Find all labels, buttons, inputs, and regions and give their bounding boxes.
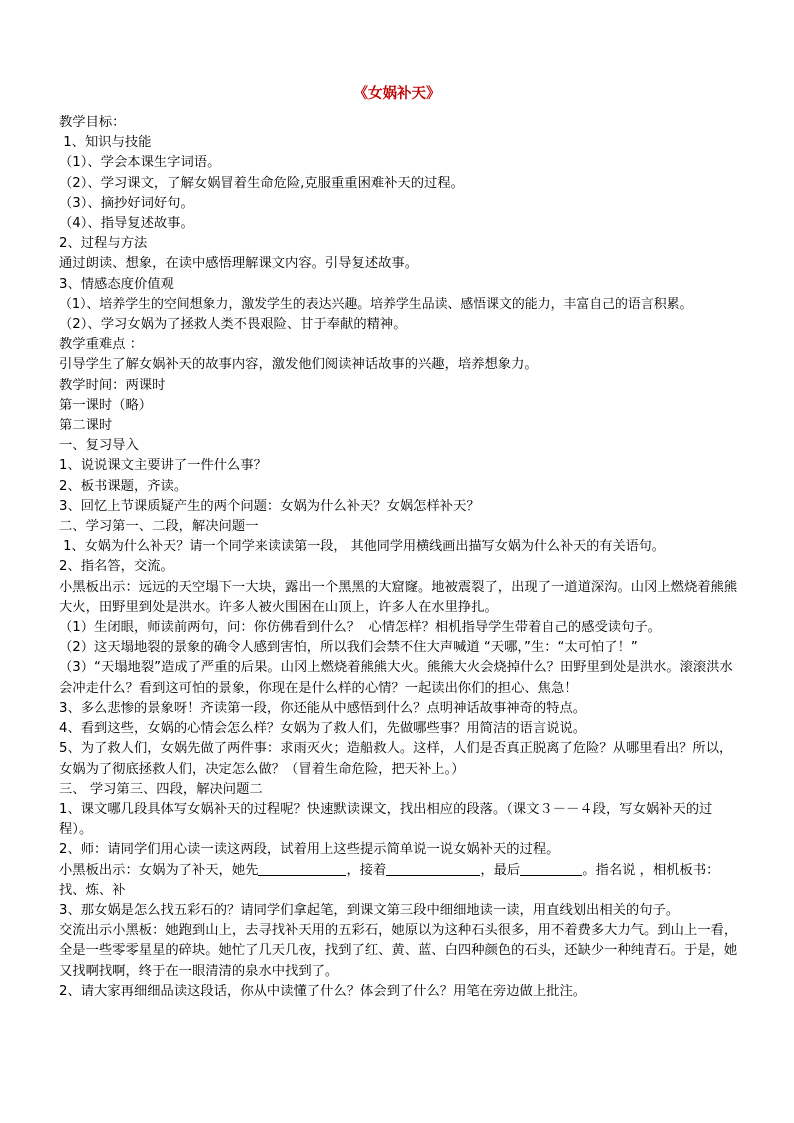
fill-in-prompt: 。指名说 ，相机板书：: [582, 862, 720, 878]
text-line: 2、板书课题，齐读。: [59, 478, 188, 494]
text-line: （2）、学习女娲为了拯救人类不畏艰险、甘于奉献的精神。: [59, 317, 407, 333]
fill-in-blank: [386, 861, 480, 876]
text-line: （1）生闭眼，师读前两句，问：你仿佛看到什么？ 心情怎样？相机指导学生带着自己的感受读句子。: [59, 620, 661, 636]
lesson-body: [59, 113, 739, 1002]
text-line: （3）、摘抄好词好句。: [59, 195, 194, 211]
text-line: （1）、培养学生的空间想象力，激发学生的表达兴趣。培养学生品读、感悟课文的能力，丰富自己的语言积累。: [59, 296, 693, 312]
section-heading: 3、情感态度价值观: [59, 276, 174, 292]
text-line: 3、那女娲是怎么找五彩石的？请同学们拿起笔，到课文第三段中细细地读一读，用直线划出相关的句子。: [59, 902, 680, 918]
text-line: 1、知识与技能: [59, 135, 152, 151]
text-line: 教学时间：两课时: [59, 377, 166, 393]
text-line: 3、回忆上节课质疑产生的两个问题：女娲为什么补天？女娲怎样补天？: [59, 498, 480, 514]
text-line: 找、炼、补: [59, 882, 126, 898]
section-heading: 二、学习第一、二段，解决问题一: [59, 519, 259, 535]
text-line: （1）、学会本课生字词语。: [59, 155, 221, 171]
section-heading: 第一课时（略）: [59, 397, 153, 413]
fill-in-blank: [258, 861, 346, 876]
fill-in-prompt: ，接着: [346, 862, 387, 878]
text-paragraph: （3）“天塌地裂”造成了严重的后果。山冈上燃烧着熊熊大火。熊熊大火会烧掉什么？田野里到处是洪水。滚滚洪水会冲走什么？看到这可怕的景象，你现在是什么样的心情？一起读出你们的担心、焦急！: [59, 660, 733, 696]
text-line: 通过朗读、想象，在读中感悟理解课文内容。引导复述故事。: [59, 256, 419, 272]
text-paragraph: 5、为了救人们，女娲先做了两件事：求雨灭火；造船救人。这样，人们是否真正脱离了危险？从哪里看出？所以，女娲为了彻底拯救人们，决定怎么做？（冒着生命危险，把天补上。）: [59, 741, 733, 777]
fill-in-blank: [520, 861, 582, 876]
section-heading: 三、 学习第三、四段，解决问题二: [59, 781, 263, 797]
text-line: 2、师：请同学们用心读一读这两段，试着用上这些提示简单说一说女娲补天的过程。: [59, 842, 560, 858]
text-line: 1、说说课文主要讲了一件什么事？: [59, 458, 267, 474]
text-line: 1、女娲为什么补天？请一个同学来读读第一段， 其他同学用横线画出描写女娲为什么补天的有关语句。: [59, 539, 665, 555]
fill-in-prompt: 小黑板出示：女娲为了补天，她先: [59, 862, 259, 878]
text-line: 2、请大家再细细品读这段话，你从中读懂了什么？体会到了什么？用笔在旁边做上批注。: [59, 983, 587, 999]
text-line: 2、指名答，交流。: [59, 559, 174, 575]
text-line: 引导学生了解女娲补天的故事内容，激发他们阅读神话故事的兴趣，培养想象力。: [59, 357, 538, 373]
lesson-title: 《女娲补天》: [353, 86, 441, 102]
section-heading: 第二课时: [59, 418, 113, 434]
section-heading: 2、过程与方法: [59, 236, 148, 252]
text-paragraph: 交流出示小黑板：她跑到山上，去寻找补天用的五彩石，她原以为这种石头很多，用不着费多大力气。到山上一看，全是一些零零星星的碎块。她忙了几天几夜，找到了红、黄、蓝、白四种颜色的石头，还缺少一种纯青石。于是，她又找啊找啊，终于在一眼清清的泉水中找到了。: [59, 923, 738, 979]
text-line: （2）这天塌地裂的景象的确令人感到害怕，所以我们会禁不住大声喊道 “天哪，”生：“太可怕了！”: [59, 640, 638, 656]
text-paragraph: 1、课文哪几段具体写女娲补天的过程呢？快速默读课文，找出相应的段落。（课文３－－４段，写女娲补天的过程）。: [59, 801, 713, 838]
text-line: （4）、指导复述故事。: [59, 216, 194, 232]
text-paragraph: 小黑板出示：远远的天空塌下一大块，露出一个黑黑的大窟窿。地被震裂了，出现了一道道深沟。山冈上燃烧着熊熊大火，田野里到处是洪水。许多人被火围困在山顶上，许多人在水里挣扎。: [59, 579, 738, 615]
text-line: 4、看到这些，女娲的心情会怎么样？女娲为了救人们，先做哪些事？用简洁的语言说说。: [59, 721, 587, 737]
section-heading: 教学重难点 ：: [59, 337, 144, 353]
fill-in-prompt: ，最后: [480, 862, 521, 878]
text-line: 教学目标：: [59, 115, 126, 130]
fill-in-line: [59, 861, 739, 881]
text-line: 3、多么悲惨的景象呀！齐读第一段，你还能从中感悟到什么？点明神话故事神奇的特点。: [59, 700, 587, 716]
text-line: （2）、学习课文，了解女娲冒着生命危险,克服重重困难补天的过程。: [59, 175, 464, 191]
section-heading: 一、复习导入: [59, 438, 139, 454]
